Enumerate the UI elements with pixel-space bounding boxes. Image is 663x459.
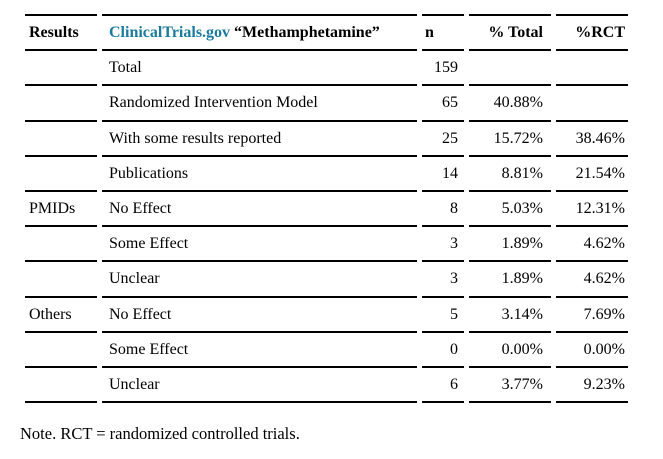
row-n-value: 65 xyxy=(422,86,464,121)
table-note: Note. RCT = randomized controlled trials. xyxy=(20,424,300,444)
table-row xyxy=(25,51,628,86)
row-pct-rct-value: 4.62% xyxy=(556,262,628,297)
row-n-value: 159 xyxy=(422,51,464,86)
row-label: With some results reported xyxy=(102,122,417,157)
row-group-label xyxy=(25,368,97,403)
row-pct-rct-value xyxy=(556,86,628,121)
row-n-value: 6 xyxy=(422,368,464,403)
row-n-value: 8 xyxy=(422,192,464,227)
row-pct-rct-value: 38.46% xyxy=(556,122,628,157)
table-row xyxy=(25,298,628,333)
row-pct-rct-value: 7.69% xyxy=(556,298,628,333)
row-label: Some Effect xyxy=(102,333,417,368)
row-pct-total-value: 8.81% xyxy=(469,157,551,192)
row-pct-total-value: 40.88% xyxy=(469,86,551,121)
row-pct-total-value: 3.14% xyxy=(469,298,551,333)
col-header-n: n xyxy=(422,14,464,51)
row-pct-rct-value: 21.54% xyxy=(556,157,628,192)
row-label: Randomized Intervention Model xyxy=(102,86,417,121)
row-group-label xyxy=(25,51,97,86)
row-label: Some Effect xyxy=(102,227,417,262)
row-group-label xyxy=(25,227,97,262)
table-row xyxy=(25,122,628,157)
table-row xyxy=(25,157,628,192)
row-label: Total xyxy=(102,51,417,86)
row-group-label xyxy=(25,333,97,368)
row-label: Unclear xyxy=(102,368,417,403)
row-group-label: Others xyxy=(25,298,97,333)
query-term: “Methamphetamine” xyxy=(234,24,380,41)
table-row xyxy=(25,227,628,262)
row-group-label xyxy=(25,157,97,192)
row-pct-total-value: 1.89% xyxy=(469,227,551,262)
row-pct-rct-value xyxy=(556,51,628,86)
col-header-query xyxy=(102,14,417,51)
row-group-label xyxy=(25,262,97,297)
row-pct-total-value: 15.72% xyxy=(469,122,551,157)
table-header-row xyxy=(25,14,628,51)
row-label: No Effect xyxy=(102,192,417,227)
row-group-label: PMIDs xyxy=(25,192,97,227)
table-row xyxy=(25,368,628,403)
row-n-value: 3 xyxy=(422,227,464,262)
row-n-value: 3 xyxy=(422,262,464,297)
row-pct-rct-value: 12.31% xyxy=(556,192,628,227)
row-group-label xyxy=(25,122,97,157)
row-label: Publications xyxy=(102,157,417,192)
row-pct-total-value xyxy=(469,51,551,86)
row-pct-total-value: 5.03% xyxy=(469,192,551,227)
col-header-results: Results xyxy=(25,14,97,51)
row-n-value: 5 xyxy=(422,298,464,333)
row-pct-rct-value: 0.00% xyxy=(556,333,628,368)
row-n-value: 0 xyxy=(422,333,464,368)
row-label: No Effect xyxy=(102,298,417,333)
table-row xyxy=(25,192,628,227)
row-pct-rct-value: 9.23% xyxy=(556,368,628,403)
col-header-pct-rct: %RCT xyxy=(556,14,628,51)
row-pct-total-value: 1.89% xyxy=(469,262,551,297)
row-pct-rct-value: 4.62% xyxy=(556,227,628,262)
table-row xyxy=(25,262,628,297)
row-n-value: 25 xyxy=(422,122,464,157)
row-pct-total-value: 0.00% xyxy=(469,333,551,368)
row-n-value: 14 xyxy=(422,157,464,192)
row-pct-total-value: 3.77% xyxy=(469,368,551,403)
row-group-label xyxy=(25,86,97,121)
clinicaltrials-link[interactable]: ClinicalTrials.gov xyxy=(109,24,231,41)
table-row xyxy=(25,333,628,368)
row-label: Unclear xyxy=(102,262,417,297)
table-row xyxy=(25,86,628,121)
col-header-pct-total: % Total xyxy=(469,14,551,51)
results-table xyxy=(20,14,633,403)
